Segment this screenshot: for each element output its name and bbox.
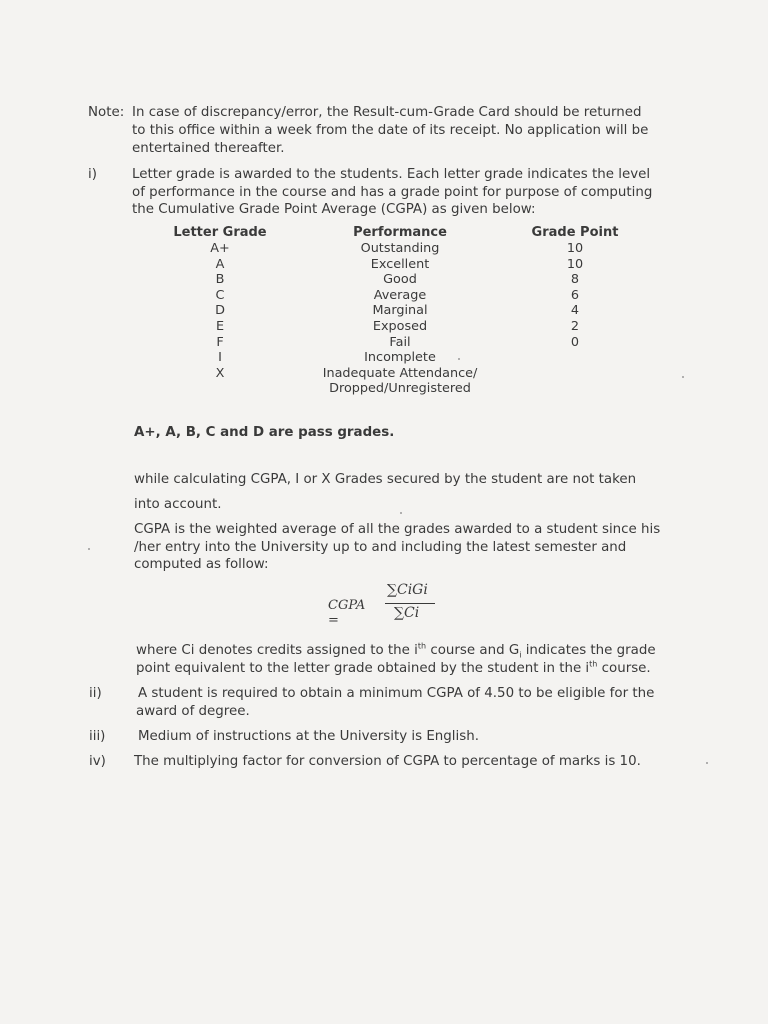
item-3-marker: iii) <box>89 729 106 744</box>
letter-grade-cell: A+ <box>210 241 230 256</box>
where-line-1: where Ci denotes credits assigned to the $i^{th}$ course and $G_i$ indicates the grade <box>136 641 656 660</box>
scan-speck <box>706 762 708 764</box>
letter-grade-cell: I <box>218 350 222 366</box>
performance-cell: Excellent <box>370 256 430 272</box>
item-1-line-2: of performance in the course and has a grade point for purpose of computing <box>132 185 653 200</box>
performance-cell: Average <box>373 287 427 303</box>
formula-numerator: ∑CiGi <box>387 582 428 598</box>
formula-fraction-bar <box>385 603 435 604</box>
cgpa-def-line-1: CGPA is the weighted average of all the grades awarded to a student since his <box>134 522 661 537</box>
performance-header: Performance <box>353 225 447 240</box>
scan-speck <box>400 512 402 514</box>
performance-cell: Outstanding <box>360 241 440 256</box>
item-2-line-2: award of degree. <box>136 704 250 719</box>
note-line-2: to this office within a week from the date of its receipt. No application will be <box>132 123 649 138</box>
letter-grade-cell: B <box>215 272 225 288</box>
letter-grade-cell: C <box>215 287 225 303</box>
grade-point-header: Grade Point <box>531 225 619 240</box>
grade-point-cell: 8 <box>570 272 580 288</box>
grade-point-cell: 10 <box>566 241 584 256</box>
letter-grade-cell: E <box>215 318 225 334</box>
letter-grade-header: Letter Grade <box>173 225 267 240</box>
formula-lhs: CGPA = <box>328 598 366 628</box>
grade-point-column <box>520 225 630 350</box>
letter-grade-column <box>160 225 280 381</box>
cgpa-note-line-2: into account. <box>134 497 222 512</box>
performance-cell: Marginal <box>372 303 428 319</box>
cgpa-def-line-2: /her entry into the University up to and including the latest semester and <box>134 540 627 555</box>
performance-cell: Good <box>383 272 417 288</box>
item-1-marker: i) <box>88 167 97 182</box>
item-1-line-1: Letter grade is awarded to the students. Each letter grade indicates the level <box>132 167 651 182</box>
grade-point-cell: 2 <box>570 318 580 334</box>
cgpa-def-line-3: computed as follow: <box>134 557 269 572</box>
letter-grade-cell: D <box>215 303 225 319</box>
letter-grade-cell: F <box>216 334 224 350</box>
item-1-line-3: the Cumulative Grade Point Average (CGPA) as given below: <box>132 202 536 217</box>
letter-grade-cell: X <box>215 365 225 381</box>
scan-speck <box>682 376 684 378</box>
letter-grade-cell: A <box>215 256 225 272</box>
scan-speck <box>88 548 90 550</box>
note-line-1: In case of discrepancy/error, the Result-cum-Grade Card should be returned <box>132 105 642 120</box>
performance-cell: Inadequate Attendance/ <box>322 365 478 381</box>
performance-cell: Dropped/Unregistered <box>329 381 471 397</box>
item-4-text: The multiplying factor for conversion of CGPA to percentage of marks is 10. <box>134 754 641 769</box>
note-line-3: entertained thereafter. <box>132 141 285 156</box>
cgpa-note-line-1: while calculating CGPA, I or X Grades secured by the student are not taken <box>134 472 637 487</box>
note-label: Note: <box>88 105 125 120</box>
performance-cell: Fail <box>389 334 411 350</box>
formula-denominator: ∑Ci <box>394 605 420 621</box>
item-4-marker: iv) <box>89 754 106 769</box>
item-3-text: Medium of instructions at the University is English. <box>138 729 479 744</box>
where-line-2: point equivalent to the letter grade obtained by the student in the $i^{th}$ course. <box>136 659 651 676</box>
scan-speck <box>458 358 460 360</box>
performance-column <box>310 225 490 397</box>
grade-point-cell: 6 <box>570 287 580 303</box>
performance-cell: Exposed <box>372 318 428 334</box>
performance-cell: Incomplete <box>364 350 436 366</box>
pass-grades-note: A+, A, B, C and D are pass grades. <box>134 425 395 440</box>
grade-point-cell: 10 <box>566 256 584 272</box>
item-2-line-1: A student is required to obtain a minimum CGPA of 4.50 to be eligible for the <box>138 686 655 701</box>
item-2-marker: ii) <box>89 686 102 701</box>
grade-point-cell: 0 <box>570 334 580 350</box>
grade-point-cell: 4 <box>570 303 580 319</box>
